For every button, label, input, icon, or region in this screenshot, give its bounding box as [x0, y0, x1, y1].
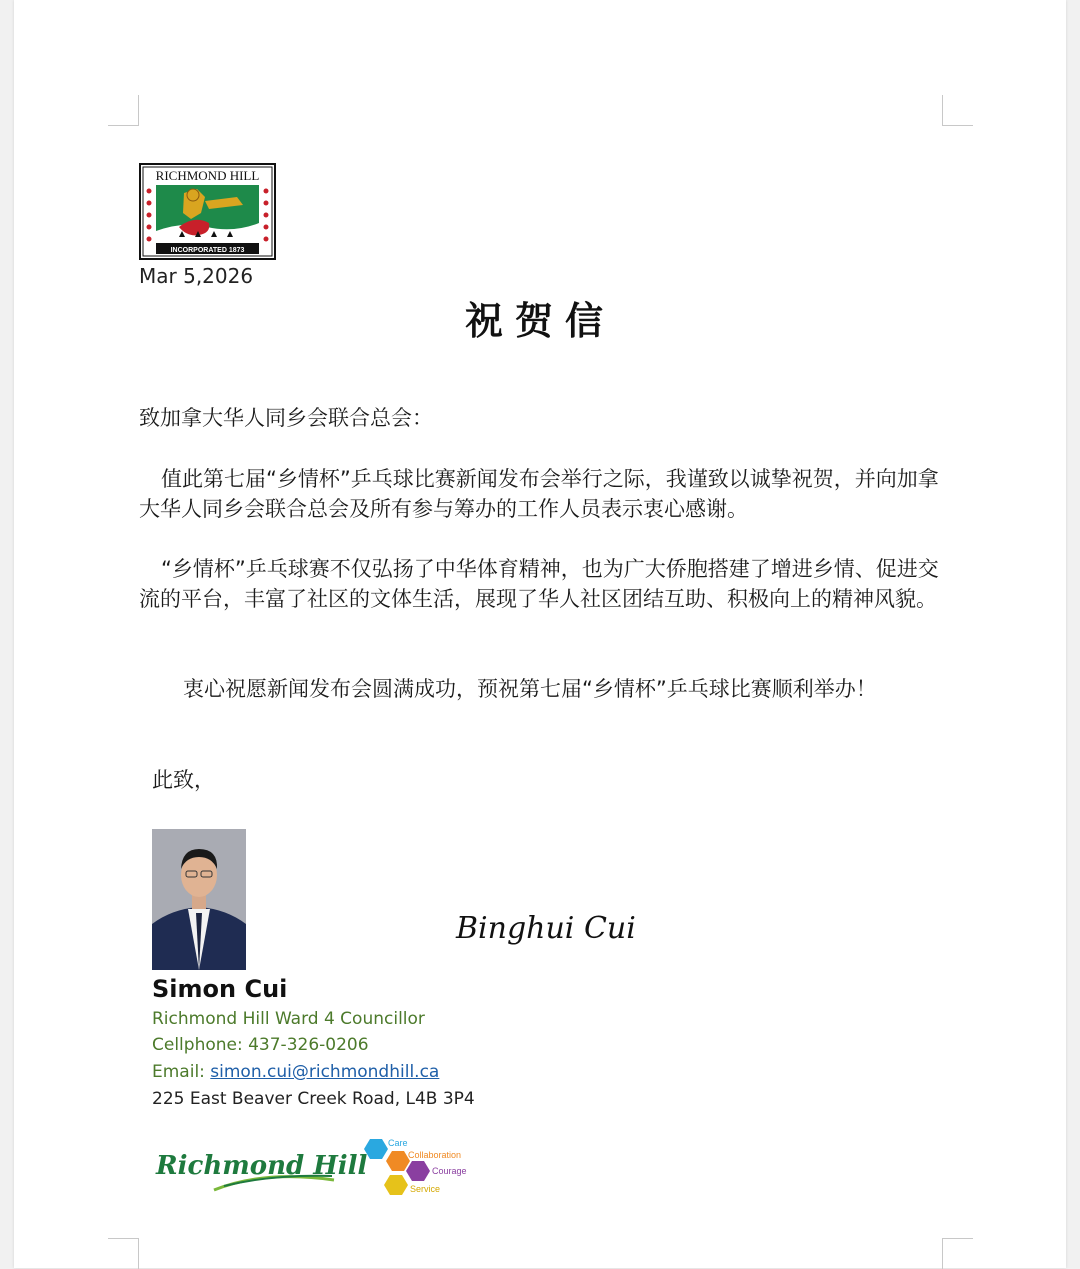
value-service: Service	[410, 1184, 441, 1194]
letter-date: Mar 5,2026	[139, 264, 254, 288]
councillor-portrait-photo	[152, 829, 246, 970]
letter-closing: 此致，	[152, 768, 215, 792]
crop-mark-top-right	[942, 95, 973, 126]
signature-text: Binghui Cui	[456, 911, 636, 946]
letter-title: 祝贺信	[464, 299, 615, 343]
values-hexagon-logo	[362, 1137, 482, 1197]
letter-salutation: 致加拿大华人同乡会联合总会：	[139, 406, 433, 430]
brand-logo-text: Richmond Hill	[156, 1151, 368, 1181]
councillor-cellphone: Cellphone: 437-326-0206	[152, 1035, 369, 1055]
richmond-hill-seal-logo	[139, 163, 276, 260]
councillor-address: 225 East Beaver Creek Road, L4B 3P4	[152, 1089, 475, 1109]
richmond-hill-wordmark-logo	[154, 1140, 368, 1196]
councillor-role: Richmond Hill Ward 4 Councillor	[152, 1009, 425, 1029]
value-care: Care	[388, 1138, 408, 1148]
document-page	[14, 0, 1066, 1268]
seal-bottom-text: INCORPORATED 1873	[170, 247, 245, 254]
councillor-email-line	[152, 1062, 439, 1082]
letter-paragraph-3: 衷心祝愿新闻发布会圆满成功，预祝第七届“乡情杯”乒乓球比赛顺利举办！	[183, 677, 877, 701]
value-courage: Courage	[432, 1166, 467, 1176]
email-link[interactable]: simon.cui@richmondhill.ca	[210, 1062, 440, 1082]
value-collaboration: Collaboration	[408, 1150, 462, 1160]
seal-top-text: RICHMOND HILL	[155, 168, 260, 183]
crop-mark-bottom-left	[108, 1238, 139, 1269]
letter-paragraph-1: 值此第七届“乡情杯”乒乓球比赛新闻发布会举行之际，我谨致以诚挚祝贺，并向加拿大华人同乡会联合总会及所有参与筹办的工作人员表示衷心感谢。	[139, 467, 939, 521]
letter-paragraph-2: “乡情杯”乒乓球赛不仅弘扬了中华体育精神，也为广大侨胞搭建了增进乡情、促进交流的平台，丰富了社区的文体生活，展现了华人社区团结互助、积极向上的精神风貌。	[139, 557, 939, 611]
email-label: Email:	[152, 1062, 211, 1082]
crop-mark-bottom-right	[942, 1238, 973, 1269]
crop-mark-top-left	[108, 95, 139, 126]
councillor-name: Simon Cui	[152, 975, 288, 1003]
handwritten-signature	[454, 900, 634, 960]
